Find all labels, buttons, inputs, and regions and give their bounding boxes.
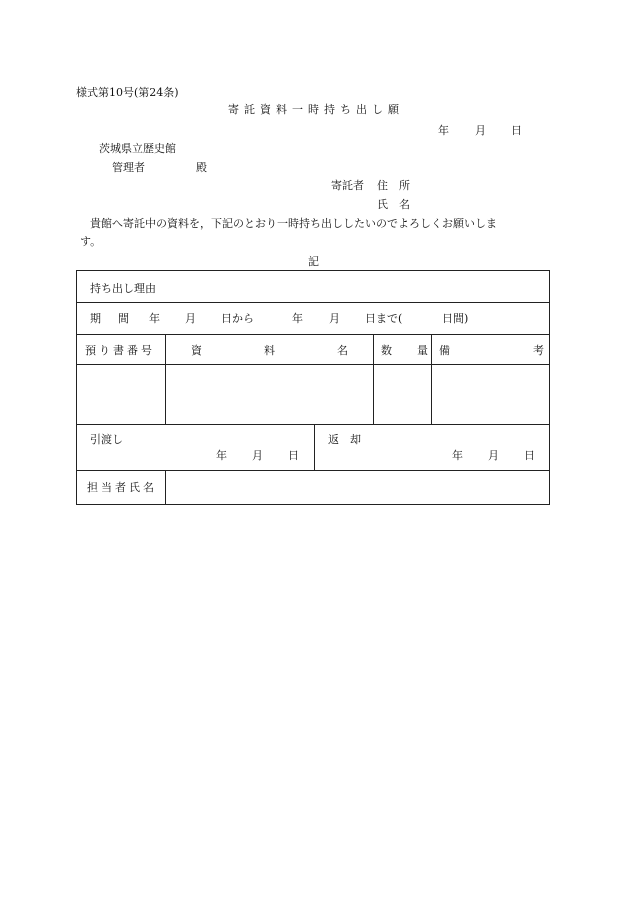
period-days: 日間): [442, 312, 469, 325]
header-qty-b: 量: [417, 344, 428, 357]
cell-remarks[interactable]: [432, 365, 549, 424]
cell-material-name[interactable]: [166, 365, 373, 424]
return-day: 日: [524, 449, 535, 462]
form-id: 様式第10号(第24条): [76, 86, 179, 99]
return-label: 返 却: [328, 433, 361, 446]
header-material-b: 料: [264, 344, 275, 357]
cell-book-number[interactable]: [77, 365, 165, 424]
header-material-a: 資: [191, 344, 202, 357]
period-year2: 年: [292, 312, 303, 325]
reason-label: 持ち出し理由: [90, 282, 156, 295]
period-day-from: 日から: [221, 312, 254, 325]
col-divider-handover: [314, 424, 315, 470]
staff-label: 担当者氏名: [87, 481, 157, 494]
date-year: 年: [438, 124, 449, 137]
handover-year: 年: [216, 449, 227, 462]
divider-reason: [77, 302, 549, 303]
header-qty-a: 数: [381, 344, 392, 357]
handover-month: 月: [252, 449, 263, 462]
period-month2: 月: [329, 312, 340, 325]
header-material-c: 名: [337, 344, 348, 357]
date-month: 月: [475, 124, 486, 137]
form-table: [76, 270, 550, 505]
cell-staff-name[interactable]: [166, 471, 549, 504]
ki-label: 記: [308, 255, 319, 268]
return-month: 月: [488, 449, 499, 462]
depositor-address-label: 住 所: [377, 179, 410, 192]
body-text-line1: 貴館へ寄託中の資料を，下記のとおり一時持ち出ししたいのでよろしくお願いしま: [90, 217, 497, 230]
period-label: 期 間: [90, 312, 132, 325]
handover-label: 引渡し: [90, 433, 123, 446]
depositor-label: 寄託者: [331, 179, 364, 192]
handover-day: 日: [288, 449, 299, 462]
recipient-manager: 管理者: [112, 161, 145, 174]
cell-quantity[interactable]: [374, 365, 431, 424]
body-text-line2: す。: [80, 235, 102, 248]
divider-period: [77, 334, 549, 335]
form-title: 寄託資料一時持ち出し願: [228, 103, 404, 116]
header-remarks-b: 考: [533, 344, 544, 357]
period-year1: 年: [149, 312, 160, 325]
period-day-until: 日まで(: [365, 312, 403, 325]
recipient-honorific: 殿: [196, 161, 207, 174]
header-remarks-a: 備: [439, 344, 450, 357]
header-book-number: 預り書番号: [85, 344, 155, 357]
period-month1: 月: [185, 312, 196, 325]
date-day: 日: [511, 124, 522, 137]
return-year: 年: [452, 449, 463, 462]
recipient-org: 茨城県立歴史館: [99, 142, 176, 155]
depositor-name-label: 氏 名: [377, 198, 410, 211]
divider-data: [77, 424, 549, 425]
